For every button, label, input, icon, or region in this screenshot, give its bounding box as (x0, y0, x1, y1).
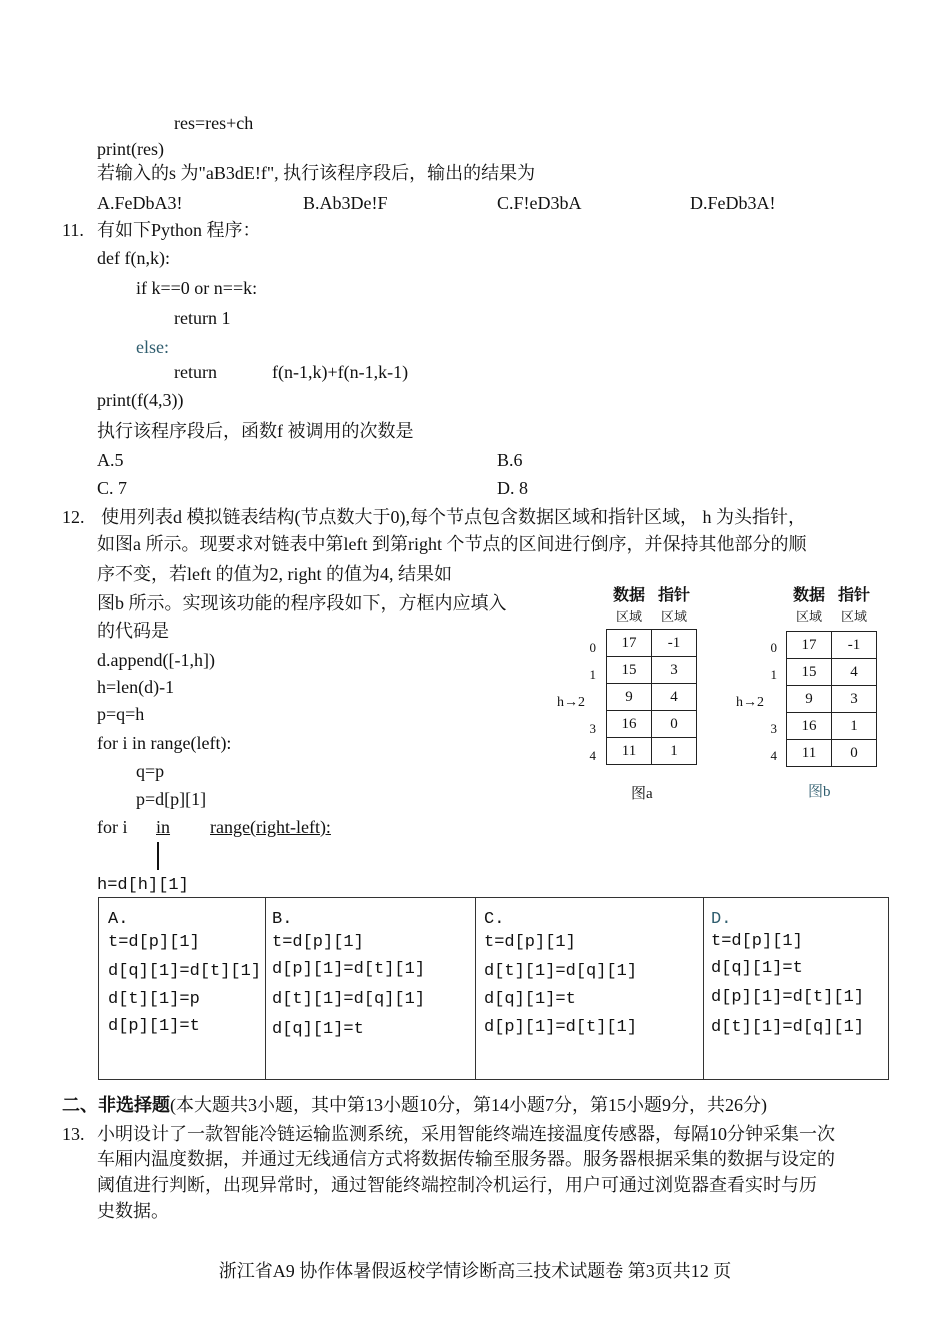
question-text-line: 小明设计了一款智能冷链运输监测系统，采用智能终端连接温度传感器，每隔10分钟采集一次 (97, 1124, 835, 1144)
table-row (607, 711, 697, 738)
section-title: 二、非选择题 (62, 1095, 170, 1115)
question-stem-line: 的代码是 (97, 621, 169, 641)
code-line: for i (97, 817, 128, 837)
table-row (787, 686, 877, 713)
option-code-line: t=d[p][1] (108, 933, 200, 952)
option-a-cell[interactable] (99, 898, 266, 1079)
code-keyword-in: in (156, 817, 171, 837)
head-pointer-label: h→2 (736, 695, 764, 710)
table-row (787, 740, 877, 767)
option-code-line: d[q][1]=t (272, 1020, 364, 1039)
option-code-line: d[p][1]=d[t][1] (272, 960, 426, 979)
pointer-cell: 4 (832, 659, 877, 686)
row-index: 4 (770, 748, 777, 763)
option-b: B.Ab3De!F (303, 193, 388, 213)
table-row (607, 684, 697, 711)
option-d (497, 477, 528, 499)
row-index: 0 (589, 640, 596, 655)
data-cell: 17 (787, 632, 832, 659)
table-row (607, 738, 697, 765)
code-line: def f(n,k): (97, 248, 170, 268)
option-code-line: d[t][1]=d[q][1] (484, 962, 638, 981)
header-pointer: 指针 (657, 587, 690, 604)
pointer-cell: -1 (832, 632, 877, 659)
page-footer: 浙江省A9 协作体暑假返校学情诊断高三技术试题卷 第3页共12 页 (218, 1261, 732, 1281)
data-cell: 9 (787, 686, 832, 713)
question-text-line: 史数据。 (97, 1201, 169, 1221)
data-cell: 17 (607, 630, 652, 657)
option-c: C. 7 (97, 478, 128, 498)
option-code-line: d[p][1]=t (108, 1017, 200, 1036)
question-stem: 有如下Python 程序： (97, 220, 261, 240)
option-code-line: t=d[p][1] (711, 932, 803, 951)
option-c: C.F!eD3bA (497, 193, 582, 213)
option-label: B. (272, 910, 293, 929)
question-number: 13. (62, 1124, 85, 1144)
option-label: D. (711, 910, 732, 929)
pointer-cell: -1 (652, 630, 697, 657)
pointer-cell: 3 (832, 686, 877, 713)
data-cell: 9 (607, 684, 652, 711)
data-cell: 11 (607, 738, 652, 765)
option-code-line: d[q][1]=t (484, 990, 576, 1009)
option-label: A. (108, 910, 129, 929)
table-row (787, 659, 877, 686)
option-code-line: d[p][1]=d[t][1] (484, 1018, 638, 1037)
code-line: f(n-1,k)+f(n-1,k-1) (272, 362, 409, 382)
row-index: 3 (589, 721, 596, 736)
pointer-cell: 4 (652, 684, 697, 711)
option-code-line: t=d[p][1] (272, 933, 364, 952)
option-c-cell[interactable] (475, 898, 704, 1079)
row-index: 0 (770, 640, 777, 655)
option-b: B.6 (497, 450, 523, 470)
linked-list-table-a (606, 629, 697, 765)
option-a: A.5 (97, 450, 124, 470)
question-text-line: 阈值进行判断，出现异常时，通过智能终端控制冷机运行，用户可通过浏览器查看实时与历 (97, 1175, 817, 1195)
option-code-line: t=d[p][1] (484, 933, 576, 952)
option-label: C. (484, 910, 505, 929)
pointer-cell: 1 (652, 738, 697, 765)
pointer-cell: 0 (652, 711, 697, 738)
data-cell: 15 (787, 659, 832, 686)
option-code-line: d[t][1]=d[q][1] (272, 990, 426, 1009)
code-line: return 1 (174, 308, 231, 328)
header-pointer: 指针 (837, 587, 870, 604)
data-cell: 15 (607, 657, 652, 684)
header-pointer-sub: 区域 (840, 609, 867, 624)
question-prompt: 若输入的s 为"aB3dE!f", 执行该程序段后，输出的结果为 (97, 163, 536, 183)
code-line: p=d[p][1] (136, 789, 207, 809)
options-table (98, 897, 889, 1080)
option-b-cell[interactable] (265, 898, 476, 1079)
option-code-line: d[t][1]=d[q][1] (711, 1018, 865, 1037)
option-d: D.FeDb3A! (690, 193, 776, 213)
table-row (787, 713, 877, 740)
header-data-sub: 区域 (615, 609, 642, 624)
table-row (607, 630, 697, 657)
data-cell: 11 (787, 740, 832, 767)
question-stem-line: 图b 所示。实现该功能的程序段如下，方框内应填入 (97, 593, 507, 613)
table-row (787, 632, 877, 659)
section-heading (62, 1094, 767, 1116)
data-cell: 16 (787, 713, 832, 740)
code-line: print(f(4,3)) (97, 390, 184, 410)
option-code-line: d[p][1]=d[t][1] (711, 988, 865, 1007)
figure-caption: 图a (631, 786, 653, 802)
option-a: A.FeDbA3! (97, 193, 183, 213)
linked-list-table-b (786, 631, 877, 767)
code-line: return (174, 362, 217, 382)
code-line: print(res) (97, 139, 164, 159)
code-line: h=len(d)-1 (97, 677, 175, 697)
option-d-text: D. 8 (497, 478, 528, 498)
data-cell: 16 (607, 711, 652, 738)
option-code-line: d[t][1]=p (108, 990, 200, 1009)
row-index: 4 (589, 748, 596, 763)
header-data-sub: 区域 (795, 609, 822, 624)
code-line: range(right-left): (210, 817, 331, 837)
pointer-cell: 1 (832, 713, 877, 740)
code-line: h=d[h][1] (97, 876, 189, 895)
option-code-line: d[q][1]=t (711, 959, 803, 978)
question-number: 11. (62, 220, 84, 240)
option-d-cell[interactable] (703, 898, 888, 1079)
code-line: else: (136, 337, 169, 357)
question-stem-line: 序不变，若left 的值为2, right 的值为4, 结果如 (97, 564, 452, 584)
code-line: res=res+ch (174, 113, 254, 133)
option-code-line: d[q][1]=d[t][1] (108, 962, 262, 981)
head-pointer-label: h→2 (557, 695, 585, 710)
header-data: 数据 (792, 587, 825, 604)
table-row (607, 657, 697, 684)
row-index: 3 (770, 721, 777, 736)
question-stem-line: 如图a 所示。现要求对链表中第left 到第right 个节点的区间进行倒序，并保持其他部分的顺 (97, 534, 807, 554)
row-index: 1 (589, 667, 596, 682)
header-pointer-sub: 区域 (660, 609, 687, 624)
section-note: (本大题共3小题，其中第13小题10分，第14小题7分，第15小题9分，共26分) (170, 1095, 767, 1115)
pointer-cell: 3 (652, 657, 697, 684)
code-line: if k==0 or n==k: (136, 278, 258, 298)
question-stem-line: 使用列表d 模拟链表结构(节点数大于0),每个节点包含数据区域和指针区域， h 为头指针， (101, 507, 806, 527)
code-line: for i in range(left): (97, 733, 232, 753)
question-prompt: 执行该程序段后，函数f 被调用的次数是 (97, 421, 414, 441)
code-line: p=q=h (97, 704, 145, 724)
row-index: 1 (770, 667, 777, 682)
question-number: 12. (62, 507, 85, 527)
header-data: 数据 (612, 587, 645, 604)
figure-caption: 图b (808, 784, 831, 800)
code-line: d.append([-1,h]) (97, 650, 215, 670)
question-text-line: 车厢内温度数据，并通过无线通信方式将数据传输至服务器。服务器根据采集的数据与设定的 (97, 1149, 835, 1169)
text-cursor (157, 842, 159, 870)
code-line: q=p (136, 761, 165, 781)
pointer-cell: 0 (832, 740, 877, 767)
